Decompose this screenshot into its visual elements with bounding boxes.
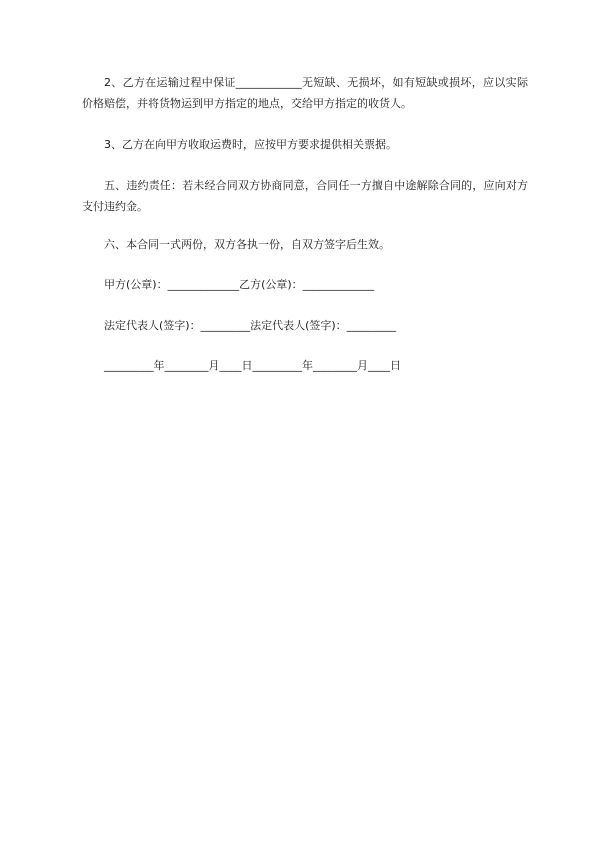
party-seal-line: 甲方(公章)：_____________乙方(公章)：_____________ [104, 278, 375, 291]
copies-effectiveness-paragraph: 六、本合同一式两份，双方各执一份，自双方签字后生效。 [104, 238, 390, 251]
breach-liability-paragraph: 五、违约责任：若未经合同双方协商同意，合同任一方擅自中途解除合同的，应向对方支付违约金。 [82, 179, 528, 213]
signing-date-line: _________年________月____日_________年________月____日 [104, 359, 401, 372]
clause-2-paragraph: 2、乙方在运输过程中保证____________无短缺、无损坏，如有短缺或损坏，应以实际价格赔偿，并将货物运到甲方指定的地点，交给甲方指定的收货人。 [82, 76, 528, 110]
clause-3-paragraph: 3、乙方在向甲方收取运费时，应按甲方要求提供相关票据。 [104, 138, 397, 151]
legal-representative-signature-line: 法定代表人(签字)：_________法定代表人(签字)：_________ [104, 319, 397, 332]
